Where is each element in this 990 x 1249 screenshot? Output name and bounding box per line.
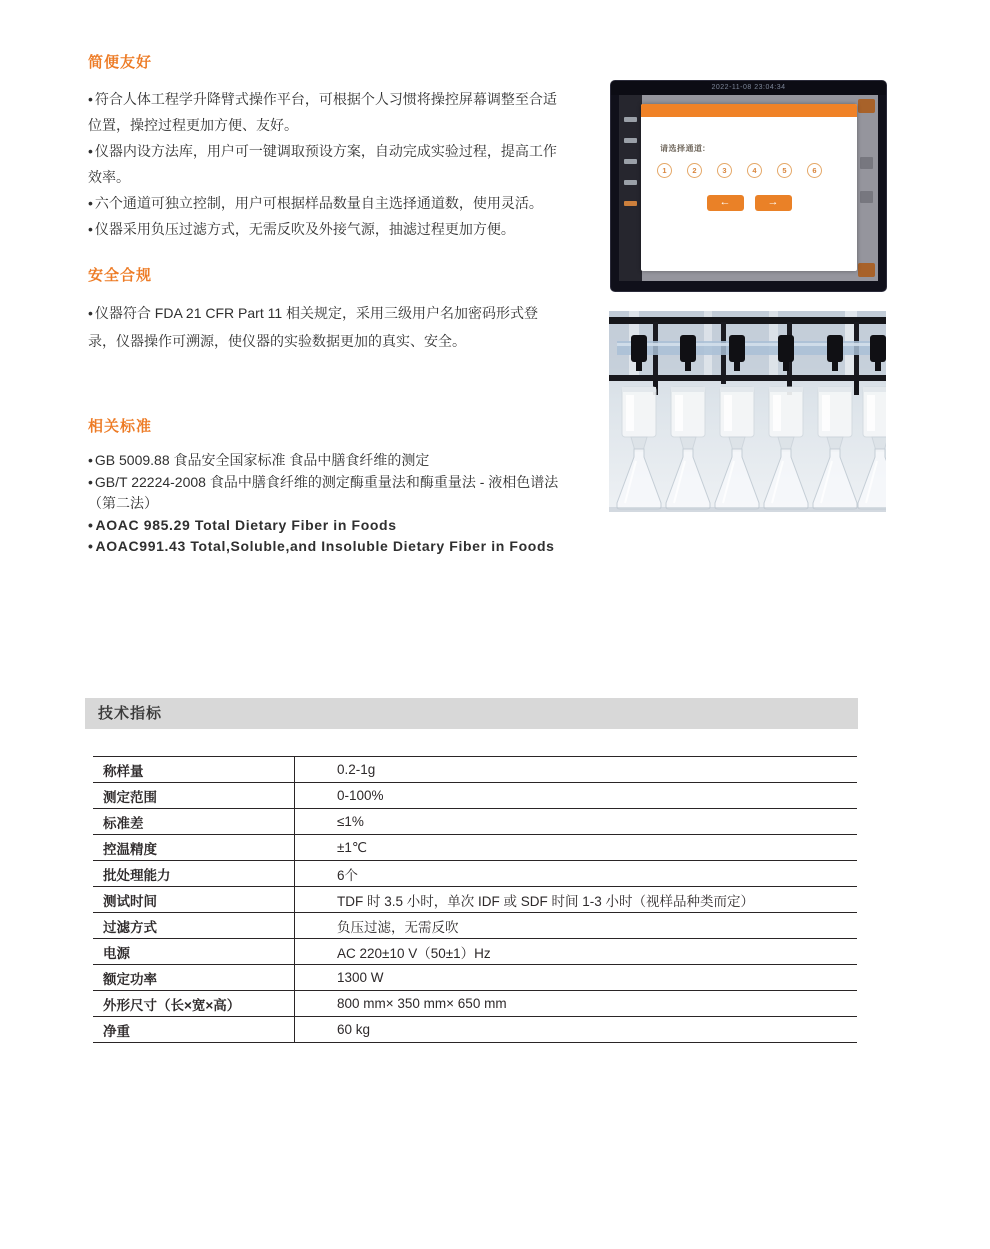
sidebar-item-placeholder <box>624 138 637 143</box>
section-standards <box>88 415 566 558</box>
friendly-bullet: • 仪器采用负压过滤方式，无需反吹及外接气源，抽滤过程更加方便。 <box>88 216 558 242</box>
friendly-bullet: • 六个通道可独立控制，用户可根据样品数量自主选择通道数，使用灵活。 <box>88 190 558 216</box>
table-row <box>93 757 857 783</box>
spec-value: 0.2-1g <box>337 762 376 777</box>
table-row <box>93 1017 857 1043</box>
spec-value: 800 mm× 350 mm× 650 mm <box>337 996 507 1011</box>
tablet-statusbar-timestamp: 2022-11-08 23:04:34 <box>611 81 886 95</box>
standard-item: • AOAC 985.29 Total Dietary Fiber in Foods <box>88 515 566 537</box>
channel-6-button: 6 <box>807 163 822 178</box>
spec-label: 额定功率 <box>93 965 295 990</box>
spec-value: 60 kg <box>337 1022 371 1037</box>
channel-select-dialog <box>641 104 857 271</box>
filtration-units-illustration <box>609 311 886 512</box>
friendly-bullet: • 仪器内设方法库，用户可一键调取预设方案，自动完成实验过程，提高工作效率。 <box>88 138 558 190</box>
forward-arrow-icon: → <box>755 195 792 211</box>
channel-5-button: 5 <box>777 163 792 178</box>
spec-value: 0-100% <box>337 788 384 803</box>
friendly-bullet: • 符合人体工程学升降臂式操作平台，可根据个人习惯将操控屏幕调整至合适位置，操控过程更加方便、友好。 <box>88 86 558 138</box>
sidebar-item-placeholder <box>624 180 637 185</box>
back-arrow-icon: ← <box>707 195 744 211</box>
spec-label: 批处理能力 <box>93 861 295 886</box>
table-row <box>93 991 857 1017</box>
channel-2-button: 2 <box>687 163 702 178</box>
spec-value: 6个 <box>337 867 359 883</box>
spec-section-header: 技术指标 <box>85 698 858 729</box>
spec-label: 外形尺寸（长×宽×高） <box>93 991 295 1016</box>
spec-table <box>93 756 857 1043</box>
table-row <box>93 887 857 913</box>
spec-value: AC 220±10 V（50±1）Hz <box>337 945 491 961</box>
spec-label: 标准差 <box>93 809 295 834</box>
channel-4-button: 4 <box>747 163 762 178</box>
table-row <box>93 965 857 991</box>
table-row <box>93 939 857 965</box>
standard-item: • GB 5009.88 食品安全国家标准 食品中膳食纤维的测定 <box>88 450 566 472</box>
tablet-screen <box>619 95 878 281</box>
safety-bullet: • 仪器符合 FDA 21 CFR Part 11 相关规定，采用三级用户名加密码形式登录，仪器操作可溯源，使仪器的实验数据更加的真实、安全。 <box>88 299 558 355</box>
sidebar-item-placeholder <box>624 159 637 164</box>
spec-label: 电源 <box>93 939 295 964</box>
spec-value: 1300 W <box>337 970 384 985</box>
filtration-units-photo <box>609 311 886 512</box>
table-row <box>93 783 857 809</box>
spec-label: 净重 <box>93 1017 295 1042</box>
dimmed-button <box>858 99 875 113</box>
table-row <box>93 861 857 887</box>
section-friendly-heading: 简便友好 <box>88 54 153 71</box>
section-safety <box>88 264 558 355</box>
sidebar-item-placeholder-active <box>624 201 637 206</box>
table-row <box>93 835 857 861</box>
channel-1-button: 1 <box>657 163 672 178</box>
standard-item: • AOAC991.43 Total,Soluble,and Insoluble Dietary Fiber in Foods <box>88 536 566 558</box>
spec-value: 负压过滤，无需反吹 <box>337 919 459 935</box>
dialog-header-bar <box>641 104 857 117</box>
spec-value: TDF 时 3.5 小时，单次 IDF 或 SDF 时间 1-3 小时（视样品种类而定） <box>337 893 755 909</box>
spec-label: 测定范围 <box>93 783 295 808</box>
dialog-nav-buttons <box>641 195 857 211</box>
section-friendly <box>88 51 558 242</box>
sidebar-item-placeholder <box>624 117 637 122</box>
spec-label: 测试时间 <box>93 887 295 912</box>
tablet-sidebar <box>619 95 642 281</box>
spec-label: 控温精度 <box>93 835 295 860</box>
table-row <box>93 809 857 835</box>
channel-3-button: 3 <box>717 163 732 178</box>
spec-value: ±1℃ <box>337 839 368 855</box>
spec-label: 称样量 <box>93 757 295 782</box>
section-standards-heading: 相关标准 <box>88 418 153 435</box>
standard-item: • GB/T 22224-2008 食品中膳食纤维的测定酶重量法和酶重量法 - 液相色谱法（第二法） <box>88 472 566 515</box>
spec-value: ≤1% <box>337 814 364 829</box>
section-safety-heading: 安全合规 <box>88 267 153 284</box>
touchscreen-ui-image <box>610 80 887 292</box>
spec-label: 过滤方式 <box>93 913 295 938</box>
dimmed-button <box>860 157 873 169</box>
channel-select-prompt: 请选择通道: <box>660 144 706 153</box>
dimmed-button <box>858 263 875 277</box>
dimmed-button <box>860 191 873 203</box>
channel-buttons <box>657 163 857 178</box>
table-row <box>93 913 857 939</box>
